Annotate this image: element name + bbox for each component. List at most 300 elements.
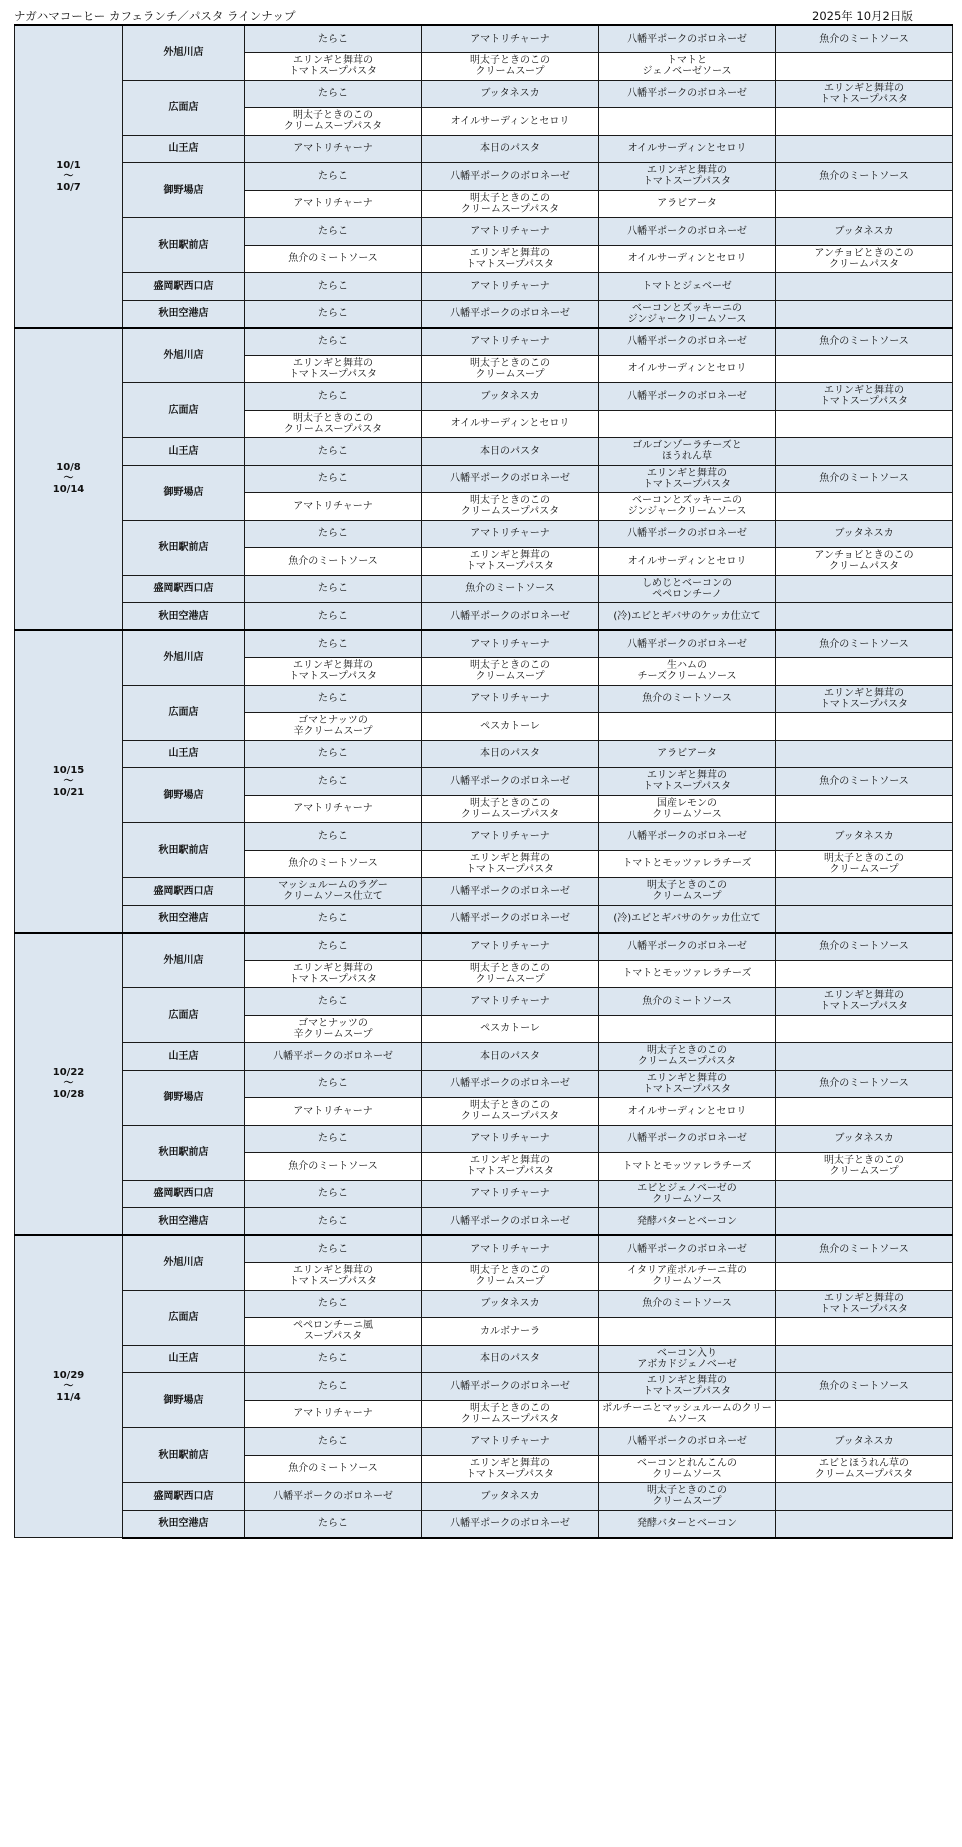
menu-item-cell	[776, 575, 953, 603]
menu-item-cell: アマトリチャーナ	[422, 988, 599, 1016]
menu-item-cell: ペスカトーレ	[422, 1015, 599, 1043]
menu-item-cell: ペペロンチーニ風 スープパスタ	[245, 1318, 422, 1346]
menu-item-cell: 明太子ときのこの クリームスープ	[422, 960, 599, 988]
menu-item-cell: エリンギと舞茸の トマトスープパスタ	[245, 960, 422, 988]
menu-item-cell	[776, 1345, 953, 1373]
menu-item-cell: アラビアータ	[599, 190, 776, 218]
menu-row	[15, 685, 953, 713]
store-name: 御野場店	[123, 768, 245, 823]
menu-item-cell: たらこ	[245, 630, 422, 658]
menu-item-cell	[776, 273, 953, 301]
menu-item-cell: エリンギと舞茸の トマトスープパスタ	[422, 548, 599, 576]
menu-item-cell: 魚介のミートソース	[776, 1235, 953, 1263]
store-name: 秋田駅前店	[123, 823, 245, 878]
week-period: 10/1 ～ 10/7	[15, 25, 123, 328]
menu-row	[15, 383, 953, 411]
menu-item-cell: 八幡平ポークのボロネーゼ	[599, 80, 776, 108]
menu-row	[15, 823, 953, 851]
week-period: 10/29 ～ 11/4	[15, 1235, 123, 1538]
menu-item-cell: 明太子ときのこの クリームスープパスタ	[245, 108, 422, 136]
menu-item-cell: たらこ	[245, 740, 422, 768]
menu-item-cell: たらこ	[245, 1180, 422, 1208]
menu-item-cell	[599, 108, 776, 136]
menu-item-cell: アマトリチャーナ	[422, 1235, 599, 1263]
menu-row	[15, 1235, 953, 1263]
menu-item-cell: ベーコン入り アボカドジェノベーゼ	[599, 1345, 776, 1373]
menu-item-cell: オイルサーディンとセロリ	[599, 135, 776, 163]
store-name: 広面店	[123, 1290, 245, 1345]
menu-row	[15, 1373, 953, 1401]
menu-item-cell: アマトリチャーナ	[422, 933, 599, 961]
menu-item-cell: アマトリチャーナ	[422, 218, 599, 246]
menu-item-cell: 八幡平ポークのボロネーゼ	[422, 905, 599, 933]
menu-item-cell: 八幡平ポークのボロネーゼ	[422, 768, 599, 796]
menu-item-cell	[776, 1400, 953, 1428]
menu-item-cell: マッシュルームのラグー クリームソース仕立て	[245, 878, 422, 906]
store-name: 秋田駅前店	[123, 520, 245, 575]
menu-item-cell: トマトと ジェノベーゼソース	[599, 53, 776, 81]
store-name: 広面店	[123, 80, 245, 135]
menu-item-cell: カルボナーラ	[422, 1318, 599, 1346]
menu-item-cell: たらこ	[245, 383, 422, 411]
menu-item-cell: 魚介のミートソース	[599, 685, 776, 713]
store-name: 盛岡駅西口店	[123, 878, 245, 906]
menu-item-cell: たらこ	[245, 438, 422, 466]
menu-item-cell: 明太子ときのこの クリームスープ	[422, 355, 599, 383]
menu-item-cell: アマトリチャーナ	[422, 328, 599, 356]
menu-item-cell: たらこ	[245, 685, 422, 713]
menu-item-cell: 八幡平ポークのボロネーゼ	[422, 1208, 599, 1236]
menu-item-cell: 八幡平ポークのボロネーゼ	[599, 1235, 776, 1263]
menu-item-cell: ポルチーニとマッシュルームのクリー ムソース	[599, 1400, 776, 1428]
menu-item-cell: エリンギと舞茸の トマトスープパスタ	[422, 245, 599, 273]
menu-item-cell: ベーコンとれんこんの クリームソース	[599, 1455, 776, 1483]
menu-row	[15, 80, 953, 108]
menu-item-cell: ブッタネスカ	[422, 1483, 599, 1511]
menu-item-cell: たらこ	[245, 575, 422, 603]
store-name: 外旭川店	[123, 1235, 245, 1290]
menu-item-cell: 明太子ときのこの クリームスープ	[776, 850, 953, 878]
menu-row	[15, 218, 953, 246]
edition-date: 2025年 10月2日版	[812, 9, 913, 23]
menu-item-cell: たらこ	[245, 163, 422, 191]
menu-row	[15, 135, 953, 163]
store-name: 盛岡駅西口店	[123, 1180, 245, 1208]
menu-item-cell: たらこ	[245, 603, 422, 631]
menu-item-cell: 魚介のミートソース	[776, 630, 953, 658]
menu-item-cell: アンチョビときのこの クリームパスタ	[776, 245, 953, 273]
menu-item-cell: アマトリチャーナ	[422, 25, 599, 53]
menu-item-cell: 魚介のミートソース	[776, 768, 953, 796]
menu-item-cell: たらこ	[245, 1345, 422, 1373]
menu-row	[15, 300, 953, 328]
menu-item-cell: 八幡平ポークのボロネーゼ	[422, 603, 599, 631]
menu-item-cell	[776, 190, 953, 218]
store-name: 御野場店	[123, 465, 245, 520]
menu-item-cell: たらこ	[245, 25, 422, 53]
store-name: 秋田空港店	[123, 1208, 245, 1236]
menu-item-cell: 明太子ときのこの クリームスープ	[422, 53, 599, 81]
menu-item-cell: 発酵バターとベーコン	[599, 1208, 776, 1236]
menu-item-cell: ベーコンとズッキーニの ジンジャークリームソース	[599, 300, 776, 328]
store-name: 御野場店	[123, 163, 245, 218]
menu-item-cell: 本日のパスタ	[422, 438, 599, 466]
menu-item-cell: トマトとモッツァレラチーズ	[599, 850, 776, 878]
menu-item-cell: アマトリチャーナ	[245, 1400, 422, 1428]
menu-item-cell: ブッタネスカ	[776, 823, 953, 851]
menu-item-cell	[599, 410, 776, 438]
menu-item-cell: たらこ	[245, 273, 422, 301]
menu-item-cell: ブッタネスカ	[776, 520, 953, 548]
menu-row	[15, 933, 953, 961]
store-name: 御野場店	[123, 1373, 245, 1428]
menu-item-cell: アマトリチャーナ	[422, 1428, 599, 1456]
menu-item-cell	[776, 493, 953, 521]
menu-item-cell: たらこ	[245, 823, 422, 851]
menu-row	[15, 575, 953, 603]
menu-row	[15, 740, 953, 768]
store-name: 山王店	[123, 135, 245, 163]
menu-item-cell: エリンギと舞茸の トマトスープパスタ	[776, 383, 953, 411]
menu-row	[15, 25, 953, 53]
menu-item-cell: 八幡平ポークのボロネーゼ	[245, 1483, 422, 1511]
menu-item-cell: (冷)エビとギバサのケッカ仕立て	[599, 905, 776, 933]
menu-item-cell: たらこ	[245, 1125, 422, 1153]
menu-row	[15, 1070, 953, 1098]
menu-item-cell	[776, 108, 953, 136]
menu-item-cell: 明太子ときのこの クリームスープ	[422, 1263, 599, 1291]
store-name: 秋田駅前店	[123, 1428, 245, 1483]
store-name: 秋田駅前店	[123, 1125, 245, 1180]
menu-item-cell	[776, 1208, 953, 1236]
menu-item-cell: ブッタネスカ	[776, 1428, 953, 1456]
menu-item-cell: たらこ	[245, 328, 422, 356]
store-name: 盛岡駅西口店	[123, 575, 245, 603]
menu-item-cell: (冷)エビとギバサのケッカ仕立て	[599, 603, 776, 631]
menu-item-cell: 八幡平ポークのボロネーゼ	[599, 25, 776, 53]
menu-item-cell: ゴルゴンゾーラチーズと ほうれん草	[599, 438, 776, 466]
menu-item-cell: 八幡平ポークのボロネーゼ	[599, 383, 776, 411]
menu-item-cell: 明太子ときのこの クリームスープパスタ	[422, 1098, 599, 1126]
menu-item-cell	[776, 1098, 953, 1126]
menu-item-cell: エリンギと舞茸の トマトスープパスタ	[776, 80, 953, 108]
menu-item-cell: アマトリチャーナ	[422, 273, 599, 301]
menu-item-cell	[776, 713, 953, 741]
menu-item-cell: 魚介のミートソース	[776, 163, 953, 191]
menu-row	[15, 1180, 953, 1208]
menu-item-cell: ブッタネスカ	[776, 218, 953, 246]
menu-row	[15, 1428, 953, 1456]
week-period: 10/15 ～ 10/21	[15, 630, 123, 933]
menu-item-cell: 八幡平ポークのボロネーゼ	[422, 1510, 599, 1538]
menu-row	[15, 328, 953, 356]
menu-item-cell: たらこ	[245, 1208, 422, 1236]
menu-item-cell: エビとジェノベーゼの クリームソース	[599, 1180, 776, 1208]
menu-item-cell: アマトリチャーナ	[245, 135, 422, 163]
menu-item-cell: 八幡平ポークのボロネーゼ	[599, 218, 776, 246]
menu-item-cell: たらこ	[245, 1428, 422, 1456]
menu-item-cell: アマトリチャーナ	[422, 1180, 599, 1208]
menu-row	[15, 520, 953, 548]
menu-item-cell	[776, 1510, 953, 1538]
menu-item-cell	[776, 960, 953, 988]
menu-item-cell: ペスカトーレ	[422, 713, 599, 741]
menu-item-cell: 八幡平ポークのボロネーゼ	[599, 823, 776, 851]
menu-item-cell: 魚介のミートソース	[776, 1373, 953, 1401]
store-name: 秋田駅前店	[123, 218, 245, 273]
menu-item-cell	[776, 1180, 953, 1208]
menu-item-cell: 明太子ときのこの クリームスープ	[776, 1153, 953, 1181]
menu-item-cell	[776, 53, 953, 81]
menu-item-cell: 魚介のミートソース	[599, 1290, 776, 1318]
store-name: 秋田空港店	[123, 300, 245, 328]
menu-row	[15, 603, 953, 631]
menu-item-cell	[776, 438, 953, 466]
menu-item-cell: 八幡平ポークのボロネーゼ	[599, 630, 776, 658]
menu-row	[15, 163, 953, 191]
menu-item-cell: 八幡平ポークのボロネーゼ	[422, 878, 599, 906]
menu-item-cell	[776, 1483, 953, 1511]
menu-item-cell: トマトとモッツァレラチーズ	[599, 1153, 776, 1181]
menu-item-cell: ブッタネスカ	[422, 383, 599, 411]
menu-item-cell: 八幡平ポークのボロネーゼ	[245, 1043, 422, 1071]
menu-item-cell: たらこ	[245, 988, 422, 1016]
menu-item-cell: たらこ	[245, 905, 422, 933]
menu-item-cell: アマトリチャーナ	[422, 520, 599, 548]
menu-item-cell: たらこ	[245, 933, 422, 961]
menu-item-cell: エリンギと舞茸の トマトスープパスタ	[245, 658, 422, 686]
menu-item-cell: エリンギと舞茸の トマトスープパスタ	[776, 1290, 953, 1318]
week-period: 10/8 ～ 10/14	[15, 328, 123, 631]
menu-item-cell: 明太子ときのこの クリームスープ	[599, 1483, 776, 1511]
menu-item-cell: 魚介のミートソース	[245, 1153, 422, 1181]
menu-item-cell: たらこ	[245, 1510, 422, 1538]
menu-item-cell: エリンギと舞茸の トマトスープパスタ	[599, 1070, 776, 1098]
store-name: 盛岡駅西口店	[123, 273, 245, 301]
store-name: 外旭川店	[123, 630, 245, 685]
store-name: 御野場店	[123, 1070, 245, 1125]
menu-item-cell: オイルサーディンとセロリ	[422, 410, 599, 438]
menu-item-cell: 明太子ときのこの クリームスープ	[599, 878, 776, 906]
menu-item-cell: 魚介のミートソース	[776, 328, 953, 356]
menu-row	[15, 1125, 953, 1153]
menu-item-cell: アマトリチャーナ	[422, 630, 599, 658]
menu-item-cell: 本日のパスタ	[422, 135, 599, 163]
menu-item-cell: たらこ	[245, 768, 422, 796]
menu-row	[15, 905, 953, 933]
menu-item-cell: 魚介のミートソース	[245, 548, 422, 576]
menu-item-cell	[599, 1015, 776, 1043]
store-name: 山王店	[123, 1345, 245, 1373]
menu-row	[15, 1290, 953, 1318]
menu-row	[15, 273, 953, 301]
menu-item-cell: アマトリチャーナ	[245, 190, 422, 218]
menu-item-cell	[599, 713, 776, 741]
menu-item-cell: たらこ	[245, 1290, 422, 1318]
menu-item-cell: 魚介のミートソース	[422, 575, 599, 603]
menu-item-cell: 発酵バターとベーコン	[599, 1510, 776, 1538]
lineup-body	[15, 25, 953, 1538]
menu-item-cell: 魚介のミートソース	[776, 25, 953, 53]
menu-item-cell: たらこ	[245, 520, 422, 548]
menu-item-cell: エリンギと舞茸の トマトスープパスタ	[599, 163, 776, 191]
menu-item-cell: オイルサーディンとセロリ	[599, 245, 776, 273]
menu-item-cell: アラビアータ	[599, 740, 776, 768]
menu-item-cell	[776, 658, 953, 686]
menu-item-cell: 魚介のミートソース	[776, 933, 953, 961]
menu-item-cell: たらこ	[245, 218, 422, 246]
menu-item-cell	[776, 795, 953, 823]
menu-item-cell: 魚介のミートソース	[245, 245, 422, 273]
menu-item-cell: 八幡平ポークのボロネーゼ	[422, 465, 599, 493]
menu-item-cell: 本日のパスタ	[422, 1043, 599, 1071]
menu-row	[15, 768, 953, 796]
menu-item-cell	[776, 1015, 953, 1043]
menu-item-cell: ゴマとナッツの 辛クリームスープ	[245, 713, 422, 741]
menu-item-cell: 八幡平ポークのボロネーゼ	[599, 1125, 776, 1153]
menu-item-cell: エビとほうれん草の クリームスープパスタ	[776, 1455, 953, 1483]
store-name: 外旭川店	[123, 933, 245, 988]
menu-item-cell: エリンギと舞茸の トマトスープパスタ	[776, 988, 953, 1016]
menu-row	[15, 438, 953, 466]
menu-item-cell: 八幡平ポークのボロネーゼ	[599, 520, 776, 548]
store-name: 秋田空港店	[123, 603, 245, 631]
menu-item-cell: エリンギと舞茸の トマトスープパスタ	[245, 1263, 422, 1291]
store-name: 広面店	[123, 685, 245, 740]
menu-row	[15, 630, 953, 658]
menu-item-cell: オイルサーディンとセロリ	[599, 355, 776, 383]
menu-item-cell: アマトリチャーナ	[245, 1098, 422, 1126]
menu-item-cell: エリンギと舞茸の トマトスープパスタ	[776, 685, 953, 713]
menu-row	[15, 465, 953, 493]
menu-item-cell	[776, 1263, 953, 1291]
menu-item-cell: エリンギと舞茸の トマトスープパスタ	[599, 1373, 776, 1401]
menu-item-cell: アマトリチャーナ	[245, 493, 422, 521]
menu-item-cell	[776, 1043, 953, 1071]
menu-item-cell: 魚介のミートソース	[599, 988, 776, 1016]
menu-item-cell: ベーコンとズッキーニの ジンジャークリームソース	[599, 493, 776, 521]
menu-item-cell: アマトリチャーナ	[422, 685, 599, 713]
menu-item-cell: 八幡平ポークのボロネーゼ	[422, 1070, 599, 1098]
menu-item-cell: 国産レモンの クリームソース	[599, 795, 776, 823]
menu-item-cell: 本日のパスタ	[422, 1345, 599, 1373]
menu-item-cell: オイルサーディンとセロリ	[599, 548, 776, 576]
menu-row	[15, 988, 953, 1016]
menu-row	[15, 878, 953, 906]
store-name: 山王店	[123, 740, 245, 768]
menu-item-cell: エリンギと舞茸の トマトスープパスタ	[422, 850, 599, 878]
menu-item-cell	[776, 905, 953, 933]
menu-item-cell: 魚介のミートソース	[776, 1070, 953, 1098]
menu-item-cell: たらこ	[245, 1070, 422, 1098]
menu-item-cell: オイルサーディンとセロリ	[422, 108, 599, 136]
menu-item-cell: 魚介のミートソース	[776, 465, 953, 493]
menu-row	[15, 1483, 953, 1511]
menu-item-cell: アマトリチャーナ	[245, 795, 422, 823]
menu-item-cell: エリンギと舞茸の トマトスープパスタ	[422, 1455, 599, 1483]
menu-item-cell: 明太子ときのこの クリームスープパスタ	[422, 190, 599, 218]
menu-item-cell	[776, 1318, 953, 1346]
store-name: 秋田空港店	[123, 905, 245, 933]
page-header	[0, 0, 962, 26]
menu-item-cell: 生ハムの チーズクリームソース	[599, 658, 776, 686]
menu-item-cell: 八幡平ポークのボロネーゼ	[599, 328, 776, 356]
menu-item-cell: ブッタネスカ	[776, 1125, 953, 1153]
menu-item-cell: イタリア産ポルチーニ茸の クリームソース	[599, 1263, 776, 1291]
menu-item-cell: 八幡平ポークのボロネーゼ	[599, 1428, 776, 1456]
store-name: 外旭川店	[123, 328, 245, 383]
menu-row	[15, 1510, 953, 1538]
menu-item-cell	[776, 135, 953, 163]
store-name: 広面店	[123, 988, 245, 1043]
menu-item-cell: たらこ	[245, 80, 422, 108]
menu-item-cell: 明太子ときのこの クリームスープパスタ	[422, 1400, 599, 1428]
menu-item-cell: 八幡平ポークのボロネーゼ	[422, 1373, 599, 1401]
store-name: 秋田空港店	[123, 1510, 245, 1538]
menu-item-cell	[776, 300, 953, 328]
menu-row	[15, 1043, 953, 1071]
menu-item-cell: しめじとベーコンの ペペロンチーノ	[599, 575, 776, 603]
menu-item-cell: アンチョビときのこの クリームパスタ	[776, 548, 953, 576]
menu-item-cell: エリンギと舞茸の トマトスープパスタ	[599, 465, 776, 493]
menu-item-cell: 明太子ときのこの クリームスープパスタ	[245, 410, 422, 438]
week-period: 10/22 ～ 10/28	[15, 933, 123, 1236]
menu-item-cell: 本日のパスタ	[422, 740, 599, 768]
menu-item-cell: ブッタネスカ	[422, 1290, 599, 1318]
menu-item-cell: 八幡平ポークのボロネーゼ	[422, 163, 599, 191]
store-name: 外旭川店	[123, 25, 245, 80]
menu-item-cell: エリンギと舞茸の トマトスープパスタ	[245, 355, 422, 383]
menu-row	[15, 1345, 953, 1373]
menu-item-cell: たらこ	[245, 1373, 422, 1401]
menu-item-cell	[776, 603, 953, 631]
menu-item-cell	[776, 410, 953, 438]
menu-item-cell: 魚介のミートソース	[245, 1455, 422, 1483]
menu-item-cell: アマトリチャーナ	[422, 823, 599, 851]
menu-item-cell: 明太子ときのこの クリームスープパスタ	[599, 1043, 776, 1071]
store-name: 盛岡駅西口店	[123, 1483, 245, 1511]
menu-item-cell: たらこ	[245, 300, 422, 328]
menu-item-cell: 明太子ときのこの クリームスープパスタ	[422, 493, 599, 521]
menu-item-cell	[776, 355, 953, 383]
menu-item-cell: エリンギと舞茸の トマトスープパスタ	[422, 1153, 599, 1181]
store-name: 山王店	[123, 438, 245, 466]
store-name: 山王店	[123, 1043, 245, 1071]
menu-item-cell: ゴマとナッツの 辛クリームスープ	[245, 1015, 422, 1043]
menu-item-cell: 魚介のミートソース	[245, 850, 422, 878]
menu-item-cell: エリンギと舞茸の トマトスープパスタ	[245, 53, 422, 81]
menu-item-cell: 八幡平ポークのボロネーゼ	[599, 933, 776, 961]
menu-item-cell: 明太子ときのこの クリームスープ	[422, 658, 599, 686]
page-title: ナガハマコーヒー カフェランチ／パスタ ラインナップ	[14, 9, 296, 23]
menu-item-cell: ブッタネスカ	[422, 80, 599, 108]
menu-item-cell: 明太子ときのこの クリームスープパスタ	[422, 795, 599, 823]
menu-item-cell: アマトリチャーナ	[422, 1125, 599, 1153]
menu-item-cell: トマトとモッツァレラチーズ	[599, 960, 776, 988]
menu-item-cell: たらこ	[245, 1235, 422, 1263]
menu-row	[15, 1208, 953, 1236]
menu-item-cell: エリンギと舞茸の トマトスープパスタ	[599, 768, 776, 796]
menu-item-cell	[599, 1318, 776, 1346]
menu-item-cell: トマトとジェベーゼ	[599, 273, 776, 301]
menu-item-cell: たらこ	[245, 465, 422, 493]
lineup-table	[14, 24, 953, 1539]
menu-item-cell	[776, 878, 953, 906]
menu-item-cell	[776, 740, 953, 768]
menu-item-cell: オイルサーディンとセロリ	[599, 1098, 776, 1126]
store-name: 広面店	[123, 383, 245, 438]
menu-item-cell: 八幡平ポークのボロネーゼ	[422, 300, 599, 328]
